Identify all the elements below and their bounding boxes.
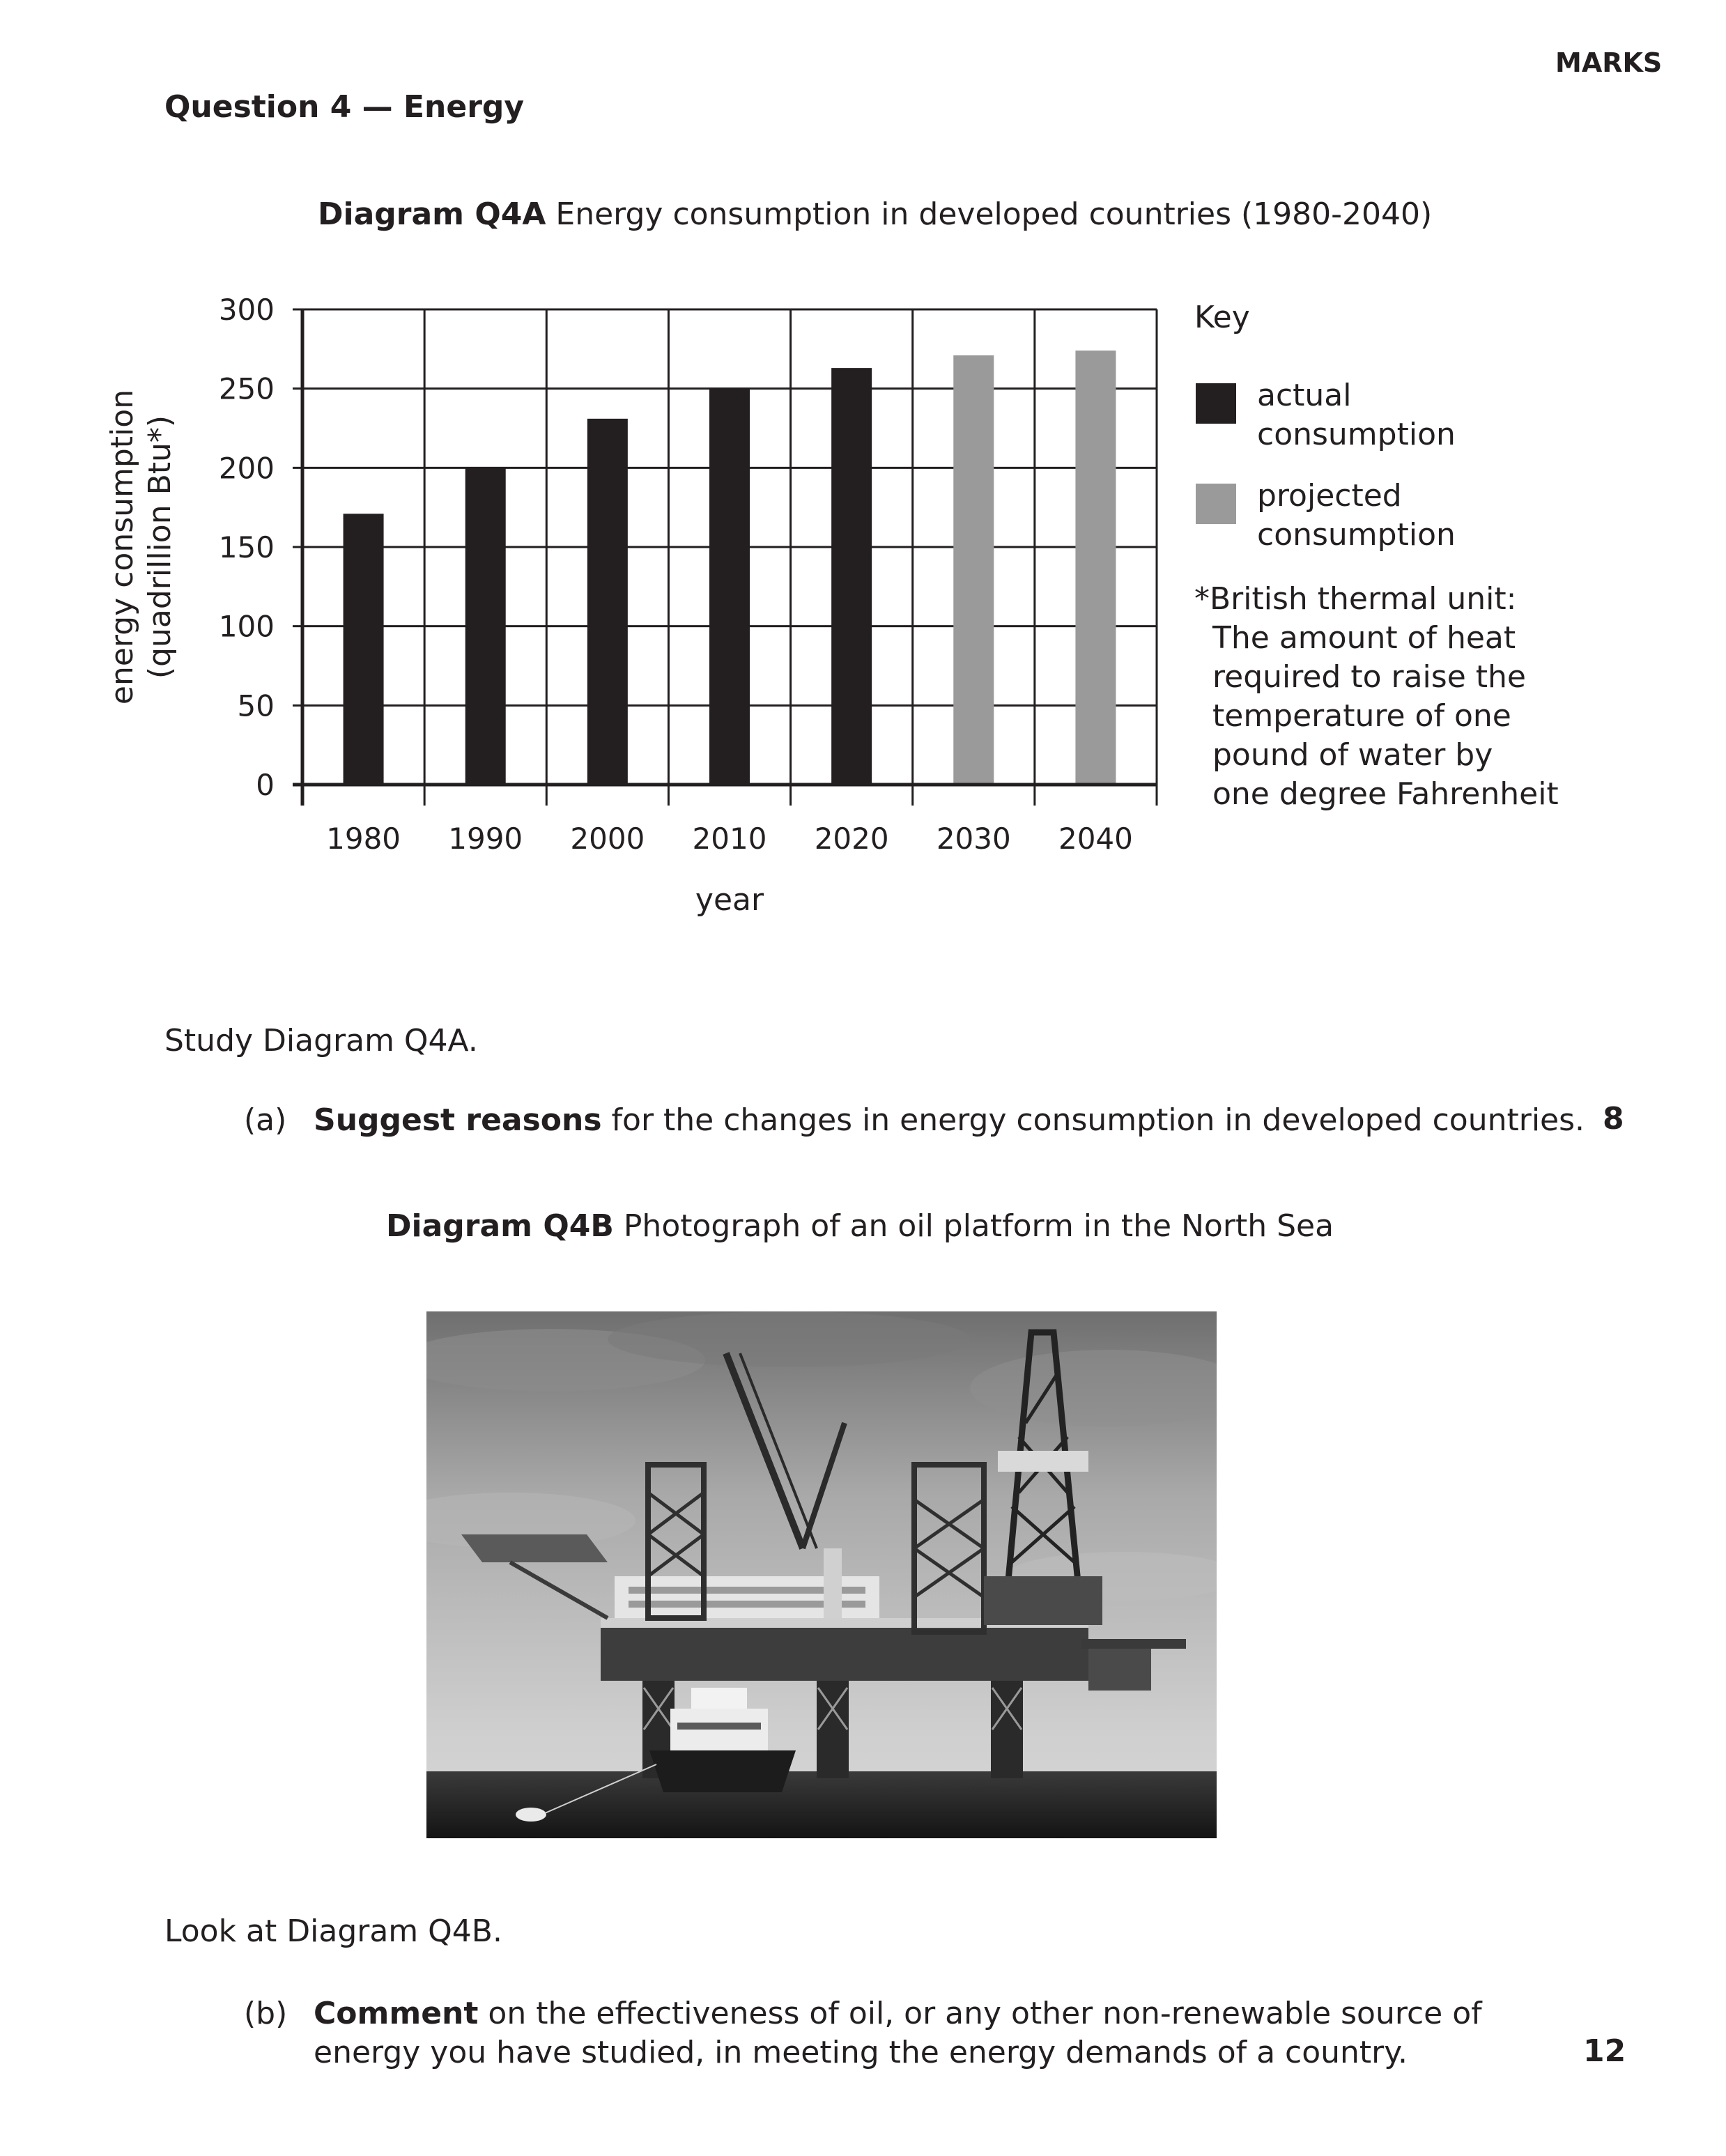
part-a-command: Suggest reasons: [314, 1102, 602, 1138]
bar-1980: [344, 514, 384, 785]
key-actual-line2: consumption: [1257, 417, 1456, 452]
part-a-body: for the changes in energy consumption in developed countries.: [601, 1102, 1585, 1138]
bar-2020: [831, 368, 872, 785]
marks-column-header: MARKS: [1555, 47, 1663, 78]
key-title: Key: [1194, 300, 1250, 335]
key-item-actual: [1194, 376, 1543, 460]
x-tick-label: 2010: [692, 822, 767, 856]
btu-footnote: [1194, 580, 1559, 814]
x-axis-title: year: [695, 882, 764, 918]
part-b-body-line2: energy you have studied, in meeting the energy demands of a country.: [314, 2035, 1408, 2070]
y-tick-label: 300: [218, 293, 275, 327]
key-projected-line2: consumption: [1257, 517, 1456, 553]
part-b-label: (b): [244, 1996, 288, 2031]
y-tick-label: 0: [256, 768, 275, 802]
y-tick-label: 250: [218, 371, 275, 406]
footnote-line-3: required to raise the: [1212, 659, 1526, 695]
diagram-q4a-label: Diagram Q4A: [318, 197, 546, 232]
footnote-line-1: *British thermal unit:: [1194, 581, 1517, 617]
part-a-label: (a): [244, 1102, 287, 1138]
y-tick-label: 200: [218, 451, 275, 486]
x-tick-label: 1990: [448, 822, 523, 856]
bar-1990: [465, 468, 506, 785]
part-b-text: [314, 1994, 1482, 2072]
footnote-line-4: temperature of one: [1212, 698, 1511, 734]
bar-2030: [953, 355, 994, 785]
key-projected-line1: projected: [1257, 478, 1402, 514]
key-item-projected: [1194, 477, 1543, 560]
y-tick-label: 50: [237, 688, 275, 723]
footnote-line-2: The amount of heat: [1212, 620, 1516, 656]
x-tick-label: 2000: [570, 822, 645, 856]
part-b-marks: 12: [1583, 2033, 1626, 2069]
part-a-marks: 8: [1603, 1101, 1624, 1137]
key-swatch-actual: [1196, 383, 1236, 424]
x-tick-label: 2040: [1058, 822, 1133, 856]
part-b-body-line1: on the effectiveness of oil, or any other non-renewable source of: [478, 1996, 1482, 2031]
y-axis-title-line1: energy consumption: [105, 389, 140, 705]
diagram-q4b-label: Diagram Q4B: [386, 1208, 614, 1244]
part-b-command: Comment: [314, 1996, 479, 2031]
x-tick-label: 2020: [814, 822, 889, 856]
part-a-text: [314, 1101, 1585, 1140]
key-actual-line1: actual: [1257, 378, 1352, 413]
y-tick-label: 150: [218, 530, 275, 564]
bar-2010: [709, 389, 750, 785]
bar-2040: [1075, 351, 1116, 785]
x-tick-label: 2030: [936, 822, 1011, 856]
y-axis-title-line2: (quadrillion Btu*): [142, 415, 178, 679]
look-instruction: Look at Diagram Q4B.: [164, 1914, 502, 1949]
study-instruction: Study Diagram Q4A.: [164, 1023, 478, 1058]
footnote-line-6: one degree Fahrenheit: [1212, 776, 1559, 812]
x-tick-label: 1980: [326, 822, 401, 856]
diagram-q4b-caption: [386, 1208, 1334, 1244]
bar-2000: [587, 419, 628, 785]
diagram-q4a-title: Energy consumption in developed countries (1980-2040): [546, 197, 1433, 232]
diagram-q4b-title: Photograph of an oil platform in the North Sea: [613, 1208, 1334, 1244]
key-swatch-projected: [1196, 484, 1236, 524]
oil-platform-photo: [426, 1311, 1217, 1838]
question-title: Question 4 — Energy: [164, 89, 525, 125]
footnote-line-5: pound of water by: [1212, 737, 1493, 773]
y-tick-label: 100: [218, 609, 275, 644]
chart-bars: [344, 351, 1116, 785]
